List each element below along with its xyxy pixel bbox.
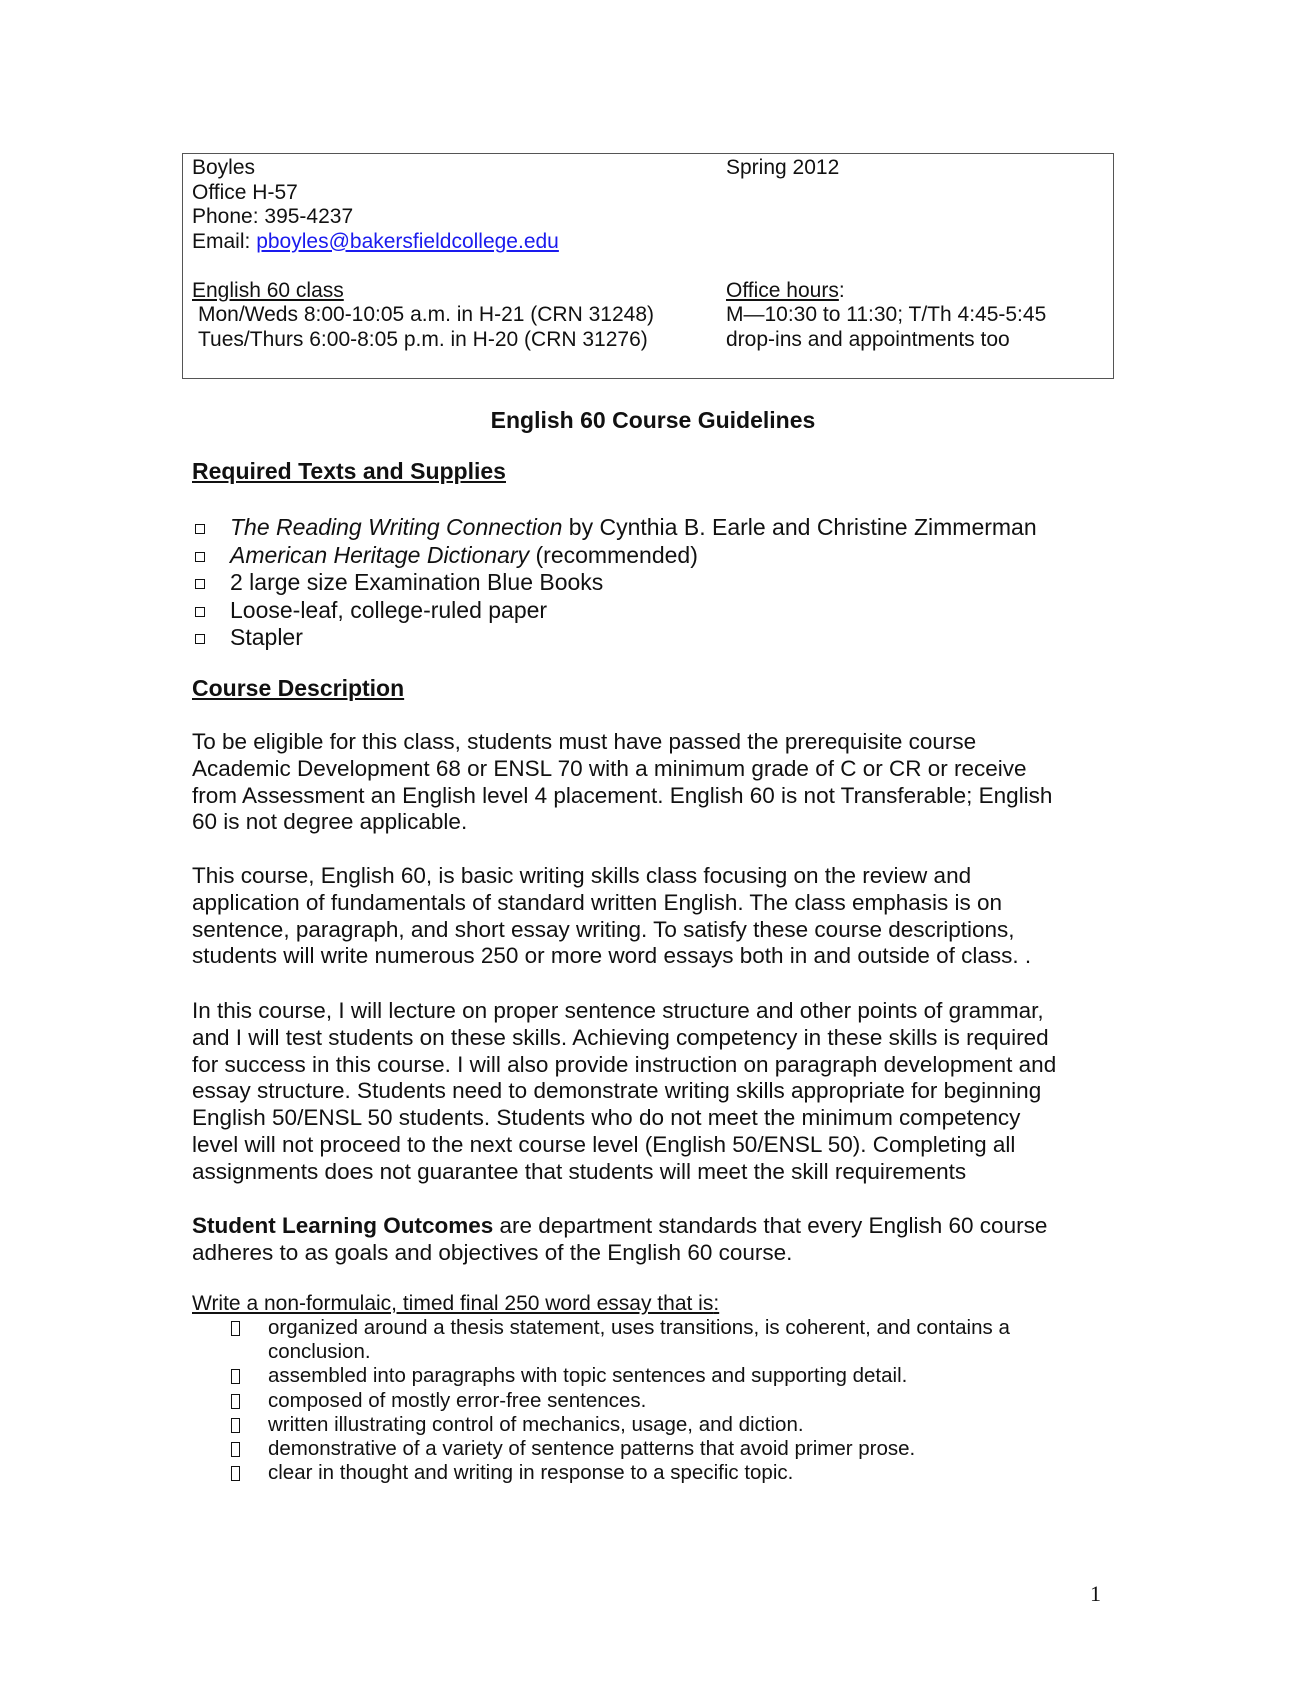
- page-number: 1: [1090, 1581, 1101, 1606]
- email-label: Email:: [192, 229, 257, 253]
- description-paragraph: This course, English 60, is basic writing skills class focusing on the review and application of fundamentals of standard written English. The class emphasis is on sentence, paragraph, and short essay writing. To satisfy these course descriptions, students will write numerous 250 or more word essays both in and outside of class. .: [192, 863, 1032, 969]
- list-item: composed of mostly error-free sentences.: [230, 1389, 1010, 1413]
- missing-glyph-bullet-icon: [231, 1442, 240, 1457]
- checkbox-bullet-icon: [195, 634, 205, 644]
- instructor-info-box: [182, 153, 1114, 379]
- email-link[interactable]: pboyles@bakersfieldcollege.edu: [256, 229, 559, 253]
- list-item: American Heritage Dictionary (recommended): [192, 542, 1037, 570]
- slo-paragraph: Student Learning Outcomes are department standards that every English 60 course adheres to as goals and objectives of the English 60 course.: [192, 1213, 1048, 1265]
- checkbox-bullet-icon: [195, 524, 205, 534]
- phone-number: Phone: 395-4237: [192, 205, 354, 228]
- missing-glyph-bullet-icon: [231, 1418, 240, 1433]
- list-item: Loose-leaf, college-ruled paper: [192, 597, 1037, 625]
- term: Spring 2012: [726, 156, 840, 179]
- description-paragraph: To be eligible for this class, students must have passed the prerequisite course Academic Development 68 or ENSL 70 with a minimum grade of C or CR or receive from Assessment an English level 4 placement. English 60 is not Transferable; English 60 is not degree applicable.: [192, 729, 1053, 835]
- instructor-name: Boyles: [192, 156, 256, 179]
- list-item: The Reading Writing Connection by Cynthia B. Earle and Christine Zimmerman: [192, 514, 1037, 542]
- list-item: clear in thought and writing in response to a specific topic.: [230, 1461, 1010, 1485]
- list-item: written illustrating control of mechanics, usage, and diction.: [230, 1413, 1010, 1437]
- checkbox-bullet-icon: [195, 552, 205, 562]
- list-item: demonstrative of a variety of sentence patterns that avoid primer prose.: [230, 1437, 1010, 1461]
- list-item: 2 large size Examination Blue Books: [192, 569, 1037, 597]
- outcomes-list: [230, 1316, 1010, 1485]
- missing-glyph-bullet-icon: [231, 1369, 240, 1384]
- office-hours-heading: Office hours:: [726, 278, 845, 302]
- missing-glyph-bullet-icon: [231, 1466, 240, 1481]
- office-hours-line: M—10:30 to 11:30; T/Th 4:45-5:45: [726, 303, 1047, 326]
- office-hours-line: drop-ins and appointments too: [726, 327, 1010, 351]
- course-description-heading: Course Description: [192, 675, 405, 701]
- class-heading: English 60 class: [192, 278, 344, 302]
- class-section: Mon/Weds 8:00-10:05 a.m. in H-21 (CRN 31248): [198, 303, 654, 326]
- missing-glyph-bullet-icon: [231, 1394, 240, 1409]
- description-paragraph: In this course, I will lecture on proper sentence structure and other points of grammar, and I will test students on these skills. Achieving competency in these skills is required for success in this course. I will also provide instruction on paragraph development and essay structure. Students need to demonstrate writing skills appropriate for beginning English 50/ENSL 50 students. Students who do not meet the minimum competency level will not proceed to the next course level (English 50/ENSL 50). Completing all assignments does not guarantee that students will meet the skill requirements: [192, 998, 1057, 1184]
- supplies-list: [192, 514, 1037, 652]
- list-item: Stapler: [192, 624, 1037, 652]
- list-item: organized around a thesis statement, uses transitions, is coherent, and contains a conclusion.: [230, 1316, 1010, 1364]
- instructor-info-left: [192, 156, 654, 352]
- checkbox-bullet-icon: [195, 579, 205, 589]
- list-item: assembled into paragraphs with topic sentences and supporting detail.: [230, 1364, 1010, 1388]
- office-location: Office H-57: [192, 180, 298, 204]
- document-title: English 60 Course Guidelines: [490, 407, 816, 433]
- outcomes-intro: Write a non-formulaic, timed final 250 word essay that is:: [192, 1292, 720, 1315]
- class-section: Tues/Thurs 6:00-8:05 p.m. in H-20 (CRN 31276): [198, 327, 648, 351]
- email-line: [192, 230, 654, 255]
- checkbox-bullet-icon: [195, 607, 205, 617]
- instructor-info-right: [726, 156, 1046, 352]
- slo-label: Student Learning Outcomes: [192, 1213, 494, 1238]
- missing-glyph-bullet-icon: [231, 1321, 240, 1336]
- required-texts-heading: Required Texts and Supplies: [192, 458, 506, 484]
